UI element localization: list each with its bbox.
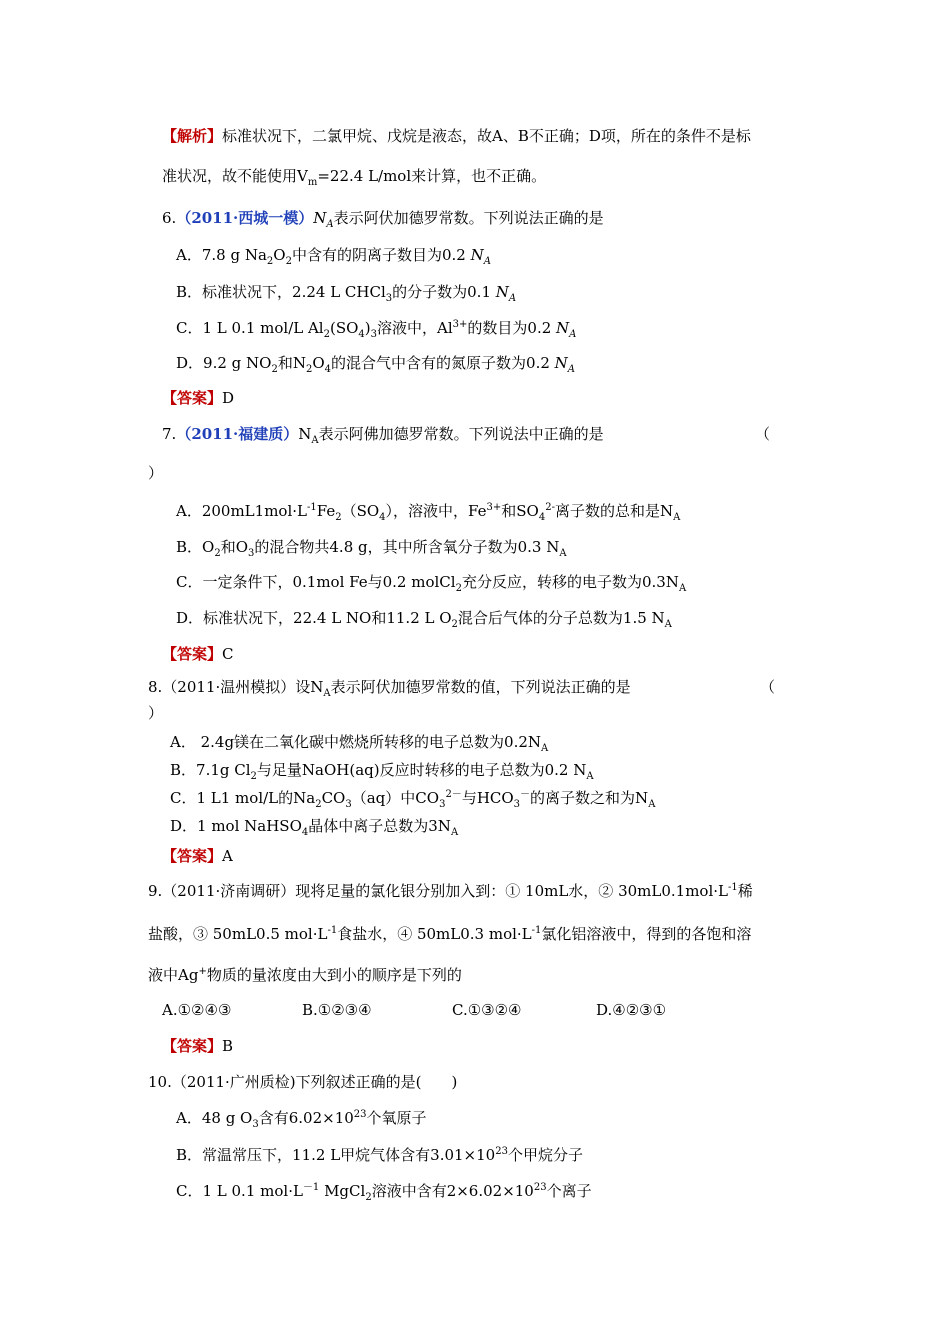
text-fragment: 溶液中含有2×6.02×10	[371, 1182, 534, 1200]
text-fragment: 表示阿佛加德罗常数。下列说法中正确的是	[318, 425, 604, 443]
solution-line-2	[162, 166, 546, 186]
text-fragment: 稀	[737, 882, 753, 900]
q6-stem	[162, 208, 604, 228]
text-fragment: 23	[495, 1146, 508, 1157]
q7-answer	[162, 644, 234, 664]
answer-value: B	[222, 1037, 234, 1055]
text-fragment: 23	[353, 1109, 367, 1120]
text-fragment: 2-	[545, 502, 555, 513]
text-fragment: D．9.2 g NO	[176, 354, 272, 372]
q9-option-c: C.①③②④	[452, 1001, 522, 1019]
text-fragment: 与HCO	[461, 789, 514, 807]
text-fragment: －1	[302, 1182, 320, 1193]
q7-paren-open: （	[755, 425, 771, 443]
text-fragment: -1	[531, 925, 542, 936]
text-fragment: 3	[385, 293, 393, 304]
q9-answer	[162, 1036, 233, 1056]
q6-na: N	[313, 209, 327, 227]
text-fragment: 2－	[445, 789, 462, 800]
text-fragment: 含有6.02×10	[258, 1109, 354, 1127]
text-fragment: D．标准状况下，22.4 L NO和11.2 L O	[176, 609, 452, 627]
text-fragment: -1	[727, 882, 738, 893]
text-fragment: N	[495, 283, 509, 301]
text-fragment: 个氧原子	[366, 1109, 427, 1127]
text-fragment: 4	[301, 827, 309, 838]
text-fragment: 和SO	[501, 502, 539, 520]
text-fragment: 混合后气体的分子总数为1.5 N	[457, 609, 665, 627]
text-fragment: N	[470, 246, 484, 264]
q6-stem-text: 表示阿伏加德罗常数。下列说法正确的是	[333, 209, 604, 227]
text-fragment: 2	[305, 364, 313, 375]
text-fragment: 2	[315, 799, 322, 810]
text-fragment: 3	[248, 548, 255, 559]
text-fragment: A	[559, 548, 567, 559]
text-fragment: A．48 g O	[176, 1109, 253, 1127]
answer-value: C	[222, 645, 234, 663]
text-fragment: A	[648, 799, 656, 810]
text-fragment: 离子数的总和是N	[554, 502, 674, 520]
text-fragment: 2	[214, 548, 221, 559]
q8-option-c	[170, 788, 655, 808]
text-fragment: 7.	[162, 425, 177, 443]
q6-option-b	[176, 282, 516, 302]
text-fragment: 的分子数为0.1	[392, 283, 496, 301]
q7-paren-close: ）	[148, 464, 164, 482]
text-fragment: 的混合物共4.8 g，其中所含氧分子数为0.3 N	[254, 538, 560, 556]
q6-na-sub: A	[326, 219, 334, 230]
text-fragment: B．常温常压下，11.2 L甲烷气体含有3.01×10	[176, 1146, 496, 1164]
text-fragment: 个甲烷分子	[507, 1146, 583, 1164]
text-fragment: （aq）中CO	[351, 789, 440, 807]
text-fragment: -1	[306, 502, 317, 513]
text-fragment: 盐酸，③ 50mL0.5 mol·L	[148, 925, 328, 943]
text-fragment: A． 2.4g镁在二氧化碳中燃烧所转移的电子总数为0.2N	[170, 733, 542, 751]
text-fragment: (SO	[329, 319, 359, 337]
text-fragment: B．7.1g Cl	[170, 761, 251, 779]
text-fragment: －	[520, 789, 531, 800]
text-fragment: 2	[266, 256, 274, 267]
text-fragment: 8.（2011·温州模拟）设N	[148, 678, 324, 696]
text-fragment: 2	[285, 256, 292, 267]
q6-number: 6.	[162, 209, 177, 227]
text-fragment: A	[541, 743, 549, 754]
text-fragment: C．1 L 0.1 mol/L Al	[176, 319, 324, 337]
answer-label: 【答案】	[162, 645, 223, 663]
text-fragment: 3	[439, 799, 446, 810]
text-fragment: 晶体中离子总数为3N	[308, 817, 451, 835]
text-fragment: 3	[370, 329, 378, 340]
text-fragment: 充分反应，转移的电子数为0.3N	[461, 573, 679, 591]
text-fragment: 表示阿伏加德罗常数的值，下列说法正确的是	[330, 678, 631, 696]
q6-option-d	[176, 353, 575, 373]
q7-stem	[162, 424, 604, 444]
q8-paren-close: ）	[148, 704, 164, 722]
text-fragment: D．1 mol NaHSO	[170, 817, 302, 835]
text-fragment: 3	[252, 1119, 259, 1130]
q9-line-2	[148, 924, 751, 944]
q9-line-1	[148, 881, 753, 901]
solution-text-2-sub: m	[307, 177, 318, 188]
text-fragment: 4	[324, 364, 332, 375]
q7-option-b	[176, 537, 567, 557]
text-fragment: 4	[379, 512, 386, 523]
text-fragment: 和N	[277, 354, 306, 372]
text-fragment: C．1 L 0.1 mol·L	[176, 1182, 303, 1200]
text-fragment: A	[323, 688, 331, 699]
solution-line-1	[162, 126, 751, 146]
text-fragment: A	[664, 619, 672, 630]
solution-text-1: 标准状况下，二氯甲烷、戊烷是液态，故A、B不正确；D项，所在的条件不是标	[222, 127, 751, 145]
text-fragment: B．标准状况下，2.24 L CHCl	[176, 283, 386, 301]
q9-option-b: B.①②③④	[302, 1001, 372, 1019]
q8-option-a	[170, 732, 548, 752]
text-fragment: 中含有的阴离子数目为0.2	[291, 246, 471, 264]
text-fragment: 9.（2011·济南调研）现将足量的氯化银分别加入到：① 10mL水，② 30mL0.1mol·L	[148, 882, 728, 900]
text-fragment: A	[678, 583, 687, 594]
answer-label: 【答案】	[162, 389, 223, 407]
text-fragment: 3	[513, 799, 521, 810]
q10-stem: 10.（2011·广州质检)下列叙述正确的是( )	[148, 1073, 458, 1091]
q9-option-d: D.④②③①	[596, 1001, 667, 1019]
q8-option-d	[170, 816, 458, 836]
text-fragment: )	[364, 319, 371, 337]
q8-answer	[162, 846, 233, 866]
text-fragment: 个离子	[546, 1182, 592, 1200]
q8-paren-open: （	[760, 678, 776, 696]
text-fragment: 2	[335, 512, 342, 523]
text-fragment: 2	[365, 1192, 372, 1203]
text-fragment: 2	[451, 619, 458, 630]
text-fragment: 3	[345, 799, 352, 810]
text-fragment: C．1 L1 mol/L的Na	[170, 789, 316, 807]
q9-line-3	[148, 965, 462, 985]
text-fragment: MgCl	[319, 1182, 366, 1200]
q6-answer	[162, 388, 234, 408]
answer-value: D	[222, 389, 235, 407]
q7-source: （2011·福建质）	[176, 425, 299, 443]
text-fragment: 的混合气中含有的氮原子数为0.2	[331, 354, 555, 372]
text-fragment: 3+	[452, 319, 468, 330]
text-fragment: A	[567, 364, 576, 375]
q6-option-a	[176, 245, 491, 265]
text-fragment: 和O	[220, 538, 249, 556]
text-fragment: CO	[321, 789, 346, 807]
q7-option-d	[176, 608, 672, 628]
text-fragment: 的数目为0.2	[467, 319, 557, 337]
text-fragment: 液中Ag	[148, 966, 199, 984]
text-fragment: A．7.8 g Na	[176, 246, 267, 264]
text-fragment: 23	[533, 1182, 547, 1193]
solution-label: 【解析】	[162, 127, 223, 145]
text-fragment: 4	[538, 512, 546, 523]
text-fragment: A	[483, 256, 491, 267]
solution-text-2a: 准状况，故不能使用V	[162, 167, 308, 185]
text-fragment: +	[198, 966, 207, 977]
q6-option-c	[176, 318, 576, 338]
solution-text-2b: =22.4 L/mol来计算，也不正确。	[317, 167, 547, 185]
text-fragment: ），溶液中，Fe	[385, 502, 487, 520]
text-fragment: Fe	[316, 502, 336, 520]
q8-stem	[148, 677, 631, 697]
q7-option-c	[176, 572, 686, 592]
answer-label: 【答案】	[162, 847, 223, 865]
text-fragment: 2	[250, 771, 257, 782]
text-fragment: -1	[327, 925, 338, 936]
text-fragment: A	[450, 827, 459, 838]
text-fragment: O	[312, 354, 325, 372]
q10-option-a	[176, 1108, 427, 1128]
text-fragment: A．200mL1mol·L	[176, 502, 307, 520]
text-fragment: 2	[323, 329, 330, 340]
text-fragment: A	[673, 512, 681, 523]
text-fragment: 与足量NaOH(aq)反应时转移的电子总数为0.2 N	[256, 761, 587, 779]
text-fragment: 溶液中，Al	[377, 319, 453, 337]
text-fragment: A	[569, 329, 577, 340]
text-fragment: B．O	[176, 538, 215, 556]
q10-option-c	[176, 1181, 592, 1201]
text-fragment: 的离子数之和为N	[530, 789, 649, 807]
text-fragment: N	[298, 425, 312, 443]
text-fragment: A	[586, 771, 594, 782]
text-fragment: O	[273, 246, 286, 264]
answer-value: A	[222, 847, 233, 865]
text-fragment: 2	[271, 364, 278, 375]
q9-option-a: A.①②④③	[162, 1001, 232, 1019]
text-fragment: N	[556, 319, 570, 337]
text-fragment: 3+	[486, 502, 502, 513]
text-fragment: 物质的量浓度由大到小的顺序是下列的	[206, 966, 462, 984]
text-fragment: A	[311, 435, 319, 446]
text-fragment: A	[508, 293, 517, 304]
text-fragment: （SO	[341, 502, 380, 520]
text-fragment: 氯化铝溶液中，得到的各饱和溶	[541, 925, 752, 943]
text-fragment: 2	[455, 583, 462, 594]
text-fragment: C．一定条件下，0.1mol Fe与0.2 molCl	[176, 573, 456, 591]
text-fragment: N	[554, 354, 568, 372]
answer-label: 【答案】	[162, 1037, 223, 1055]
text-fragment: 4	[358, 329, 365, 340]
text-fragment: 食盐水，④ 50mL0.3 mol·L	[337, 925, 532, 943]
q10-option-b	[176, 1145, 583, 1165]
q6-source: （2011·西城一模）	[176, 209, 314, 227]
q7-option-a	[176, 501, 680, 521]
q8-option-b	[170, 760, 594, 780]
